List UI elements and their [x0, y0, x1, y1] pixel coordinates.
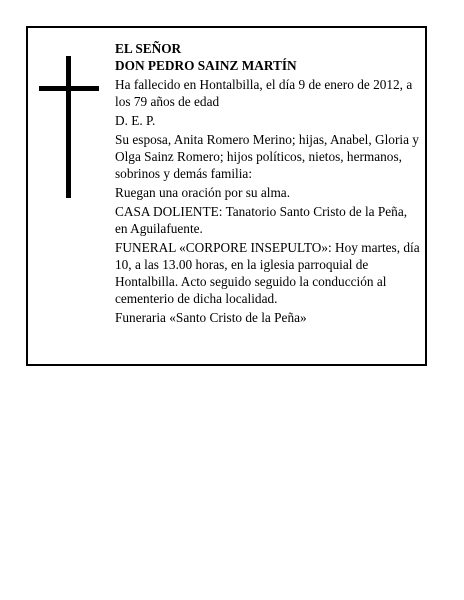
prayer-text: Ruegan una oración por su alma. — [115, 185, 291, 200]
notice-text — [115, 40, 422, 326]
casa-doliente-text: CASA DOLIENTE: Tanatorio Santo Cristo de la Peña, en Aguilafuente. — [115, 204, 408, 236]
funeraria-text: Funeraria «Santo Cristo de la Peña» — [115, 310, 307, 325]
obituary-notice — [26, 26, 427, 366]
cross-vertical-bar — [66, 56, 71, 198]
cross-horizontal-bar — [39, 86, 99, 91]
dep-text: D. E. P. — [115, 113, 156, 128]
family-text: Su esposa, Anita Romero Merino; hijas, Anabel, Gloria y Olga Sainz Romero; hijos políticos, nietos, hermanos, sobrinos y demás familia: — [115, 132, 419, 181]
funeral-text: FUNERAL «CORPORE INSEPULTO»: Hoy martes, día 10, a las 13.00 horas, en la iglesia parroquial de Hontalbilla. Acto seguido seguido la conducción al cementerio de dicha localidad. — [115, 240, 420, 306]
heading-line-1: EL SEÑOR — [115, 41, 182, 56]
deceased-name: DON PEDRO SAINZ MARTÍN — [115, 58, 297, 73]
death-info: Ha fallecido en Hontalbilla, el día 9 de enero de 2012, a los 79 años de edad — [115, 77, 413, 109]
